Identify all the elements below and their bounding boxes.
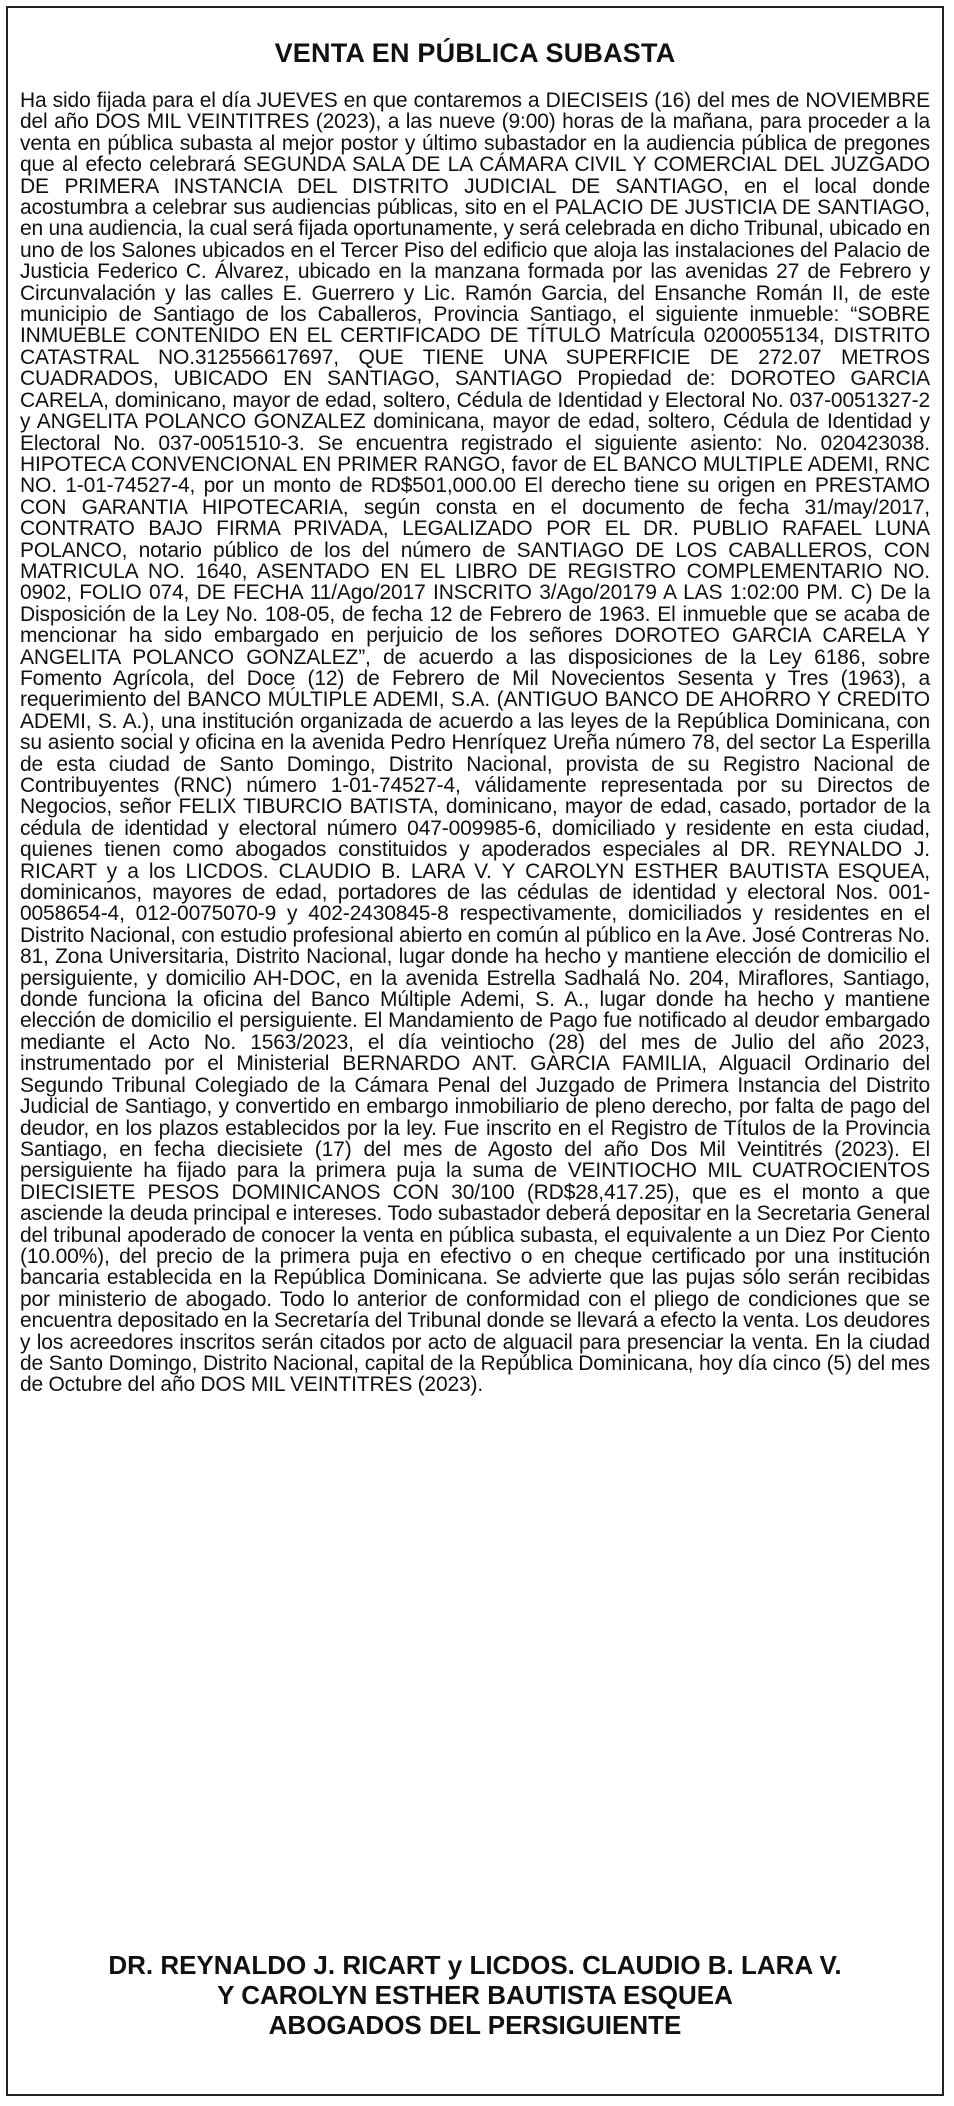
signature-line-3: ABOGADOS DEL PERSIGUIENTE	[268, 2010, 682, 2040]
signature-line-2: Y CAROLYN ESTHER BAUTISTA ESQUEA	[217, 1980, 733, 2010]
notice-body: Ha sido fijada para el día JUEVES en que contaremos a DIECISEIS (16) del mes de NOVIEMBRE del año DOS MIL VEINTITRES (2023), a las nueve (9:00) horas de la mañana, para proceder a la venta en pública subasta al mejor postor y último subastador en la audiencia pública de pregones que al efecto celebrará SEGUNDA SALA DE LA CÁMARA CIVIL Y COMERCIAL DEL JUZGADO DE PRIMERA INSTANCIA DEL DISTRITO JUDICIAL DE SANTIAGO, en el local donde acostumbra a celebrar sus audiencias públicas, sito en el PALACIO DE JUSTICIA DE SANTIAGO, en una audiencia, la cual será fijada oportunamente, y será celebrada en dicho Tribunal, ubicado en uno de los Salones ubicados en el Tercer Piso del edificio que aloja las instalaciones del Palacio de Justicia Federico C. Álvarez, ubicado en la manzana formada por las avenidas 27 de Febrero y Circunvalación y las calles E. Guerrero y Lic. Ramón Garcia, del Ensanche Román II, de este municipio de Santiago de los Caballeros, Provincia Santiago, el siguiente inmueble: “SOBRE INMUEBLE CONTENIDO EN EL CERTIFICADO DE TÍTULO Matrícula 0200055134, DISTRITO CATASTRAL NO.312556617697, QUE TIENE UNA SUPERFICIE DE 272.07 METROS CUADRADOS, UBICADO EN SANTIAGO, SANTIAGO Propiedad de: DOROTEO GARCIA CARELA, dominicano, mayor de edad, soltero, Cédula de Identidad y Electoral No. 037-0051327-2 y ANGELITA POLANCO GONZALEZ dominicana, mayor de edad, soltero, Cédula de Identidad y Electoral No. 037-0051510-3. Se encuentra registrado el siguiente asiento: No. 020423038. HIPOTECA CONVENCIONAL EN PRIMER RANGO, favor de EL BANCO MULTIPLE ADEMI, RNC NO. 1-01-74527-4, por un monto de RD$501,000.00 El derecho tiene su origen en PRESTAMO CON GARANTIA HIPOTECARIA, según consta en el documento de fecha 31/may/2017, CONTRATO BAJO FIRMA PRIVADA, LEGALIZADO POR EL DR. PUBLIO RAFAEL LUNA POLANCO, notario público de los del número de SANTIAGO DE LOS CABALLEROS, CON MATRICULA NO. 1640, ASENTADO EN EL LIBRO DE REGISTRO COMPLEMENTARIO NO. 0902, FOLIO 074, DE FECHA 11/Ago/2017 INSCRITO 3/Ago/20179 A LAS 1:02:00 PM. C) De la Disposición de la Ley No. 108-05, de fecha 12 de Febrero de 1963. El inmueble que se acaba de mencionar ha sido embargado en perjuicio de los señores DOROTEO GARCIA CARELA Y ANGELITA POLANCO GONZALEZ”, de acuerdo a las disposiciones de la Ley 6186, sobre Fomento Agrícola, del Doce (12) de Febrero de Mil Novecientos Sesenta y Tres (1963), a requerimiento del BANCO MÚLTIPLE ADEMI, S.A. (ANTIGUO BANCO DE AHORRO Y CREDITO ADEMI, S. A.), una institución organizada de acuerdo a las leyes de la República Dominicana, con su asiento social y oficina en la avenida Pedro Henríquez Ureña número 78, del sector La Esperilla de esta ciudad de Santo Domingo, Distrito Nacional, provista de su Registro Nacional de Contribuyentes (RNC) número 1-01-74527-4, válidamente representada por su Directos de Negocios, señor FELIX TIBURCIO BATISTA, dominicano, mayor de edad, casado, portador de la cédula de identidad y electoral número 047-009985-6, domiciliado y residente en esta ciudad, quienes tienen como abogados constituidos y apoderados especiales al DR. REYNALDO J. RICART y a los LICDOS. CLAUDIO B. LARA V. Y CAROLYN ESTHER BAUTISTA ESQUEA, dominicanos, mayores de edad, portadores de las cédulas de identidad y electoral Nos. 001-0058654-4, 012-0075070-9 y 402-2430845-8 respectivamente, domiciliados y residentes en el Distrito Nacional, con estudio profesional abierto en común al público en la Ave. José Contreras No. 81, Zona Universitaria, Distrito Nacional, lugar donde ha hecho y mantiene elección de domicilio el persiguiente, y domicilio AH-DOC, en la avenida Estrella Sadhalá No. 204, Miraflores, Santiago, donde funciona la oficina del Banco Múltiple Ademi, S. A., lugar donde ha hecho y mantiene elección de domicilio el persiguiente. El Mandamiento de Pago fue notificado al deudor embargado mediante el Acto No. 1563/2023, el día veintiocho (28) del mes de Julio del año 2023, instrumentado por el Ministerial BERNARDO ANT. GARCIA FAMILIA, Alguacil Ordinario del Segundo Tribunal Colegiado de la Cámara Penal del Juzgado de Primera Instancia del Distrito Judicial de Santiago, y convertido en embargo inmobiliario de pleno derecho, por falta de pago del deudor, en los plazos establecidos por la ley. Fue inscrito en el Registro de Títulos de la Provincia Santiago, en fecha diecisiete (17) del mes de Agosto del año Dos Mil Veintitrés (2023). El persiguiente ha fijado para la primera puja la suma de VEINTIOCHO MIL CUATROCIENTOS DIECISIETE PESOS DOMINICANOS CON 30/100 (RD$28,417.25), que es el monto a que asciende la deuda principal e intereses. Todo subastador deberá depositar en la Secretaria General del tribunal apoderado de conocer la venta en pública subasta, el equivalente a un Diez Por Ciento (10.00%), del precio de la primera puja en efectivo o en cheque certificado por una institución bancaria establecida en la República Dominicana. Se advierte que las pujas sólo serán recibidas por ministerio de abogado. Todo lo anterior de conformidad con el pliego de condiciones que se encuentra depositado en la Secretaría del Tribunal donde se llevará a efecto la venta. Los deudores y los acreedores inscritos serán citados por acto de alguacil para presenciar la venta. En la ciudad de Santo Domingo, Distrito Nacional, capital de la República Dominicana, hoy día cinco (5) del mes de Octubre del año DOS MIL VEINTITRES (2023).	[20, 89, 930, 1397]
legal-notice-frame	[6, 6, 944, 2096]
signature-line-1: DR. REYNALDO J. RICART y LICDOS. CLAUDIO B. LARA V.	[108, 1950, 842, 1980]
notice-title: VENTA EN PÚBLICA SUBASTA	[274, 38, 676, 68]
signature-block	[8, 1950, 942, 2040]
